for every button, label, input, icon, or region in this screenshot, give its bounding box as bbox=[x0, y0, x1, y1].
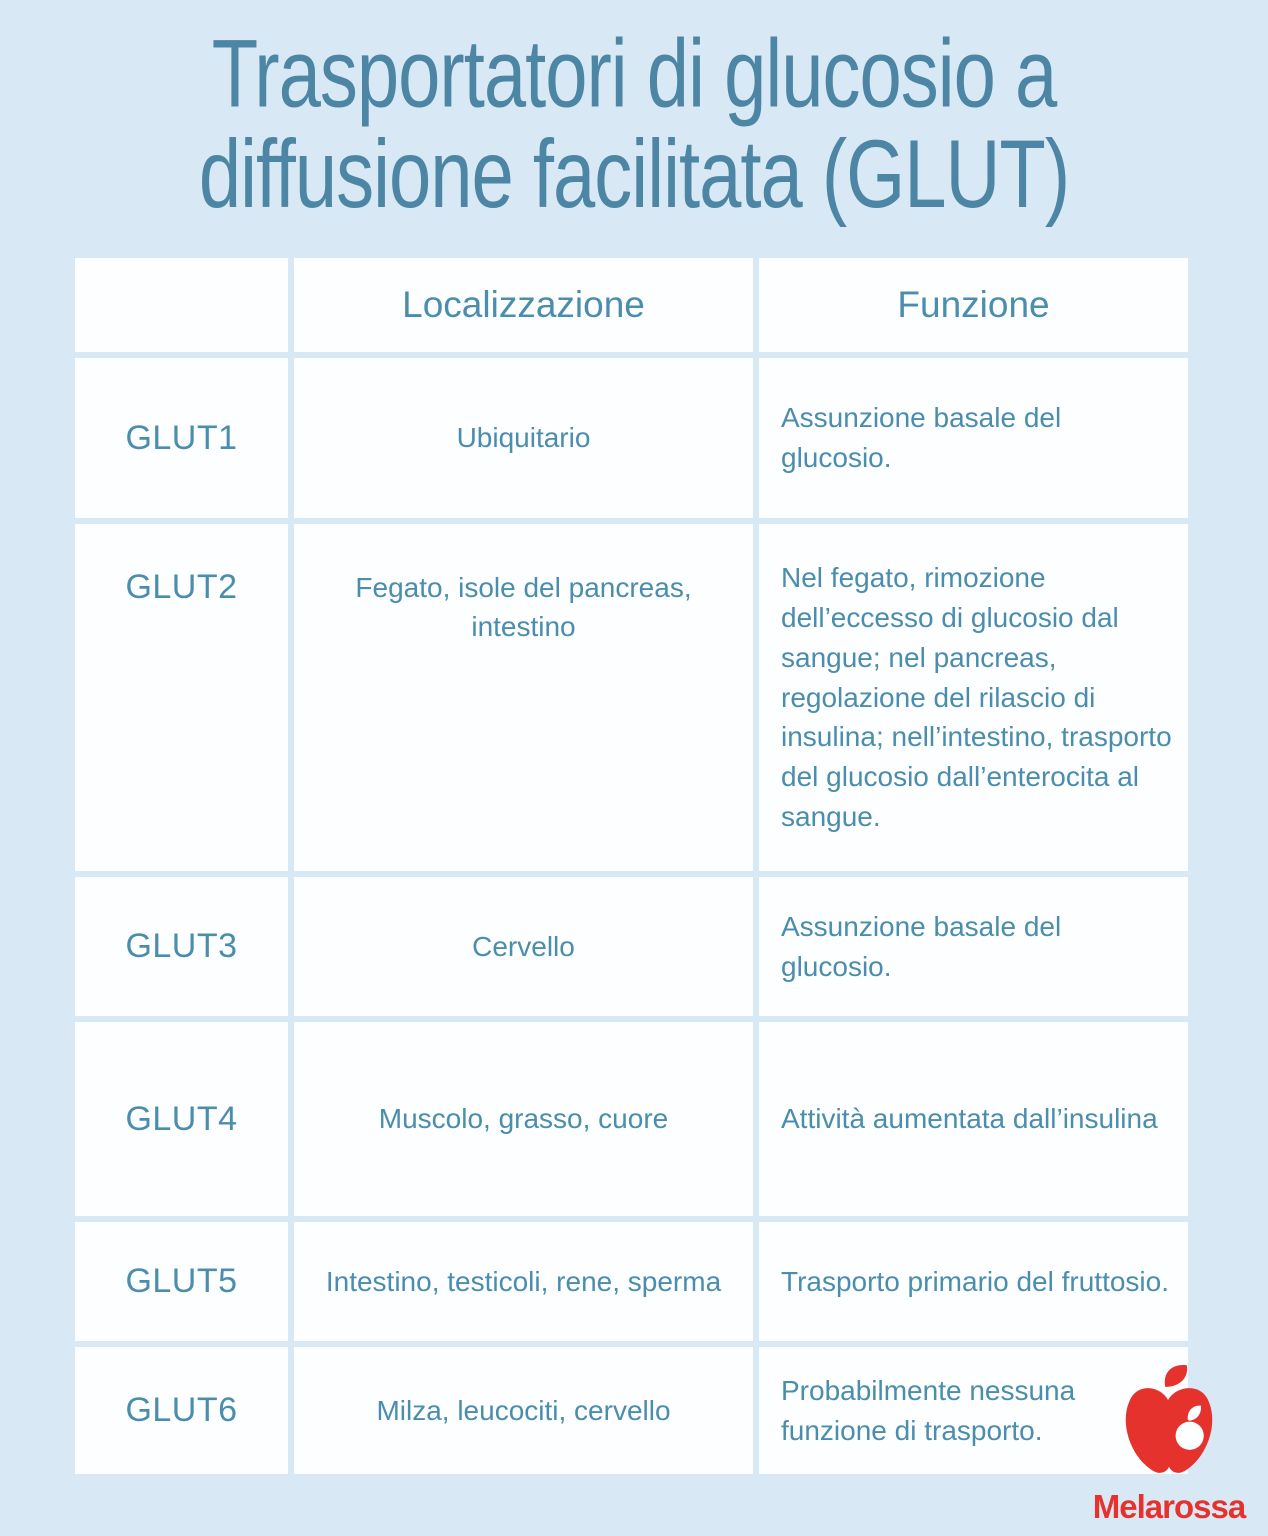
row-glut3-localizzazione: Cervello bbox=[294, 877, 753, 1016]
row-glut5-name: GLUT5 bbox=[75, 1222, 288, 1341]
row-glut1-funzione: Assunzione basale del glucosio. bbox=[759, 358, 1188, 518]
page-title-line-1: Trasportatori di glucosio a bbox=[211, 20, 1057, 129]
row-glut1-name: GLUT1 bbox=[75, 358, 288, 518]
row-glut2-name: GLUT2 bbox=[75, 524, 288, 871]
header-cell-funzione: Funzione bbox=[759, 258, 1188, 352]
row-glut2-funzione: Nel fegato, rimozione dell’eccesso di glucosio dal sangue; nel pancreas, regolazione del rilascio di insulina; nell’intestino, trasporto del glucosio dall’enterocita al sangue. bbox=[759, 524, 1188, 871]
row-glut6-funzione: Probabilmente nessuna funzione di trasporto. bbox=[759, 1347, 1188, 1474]
apple-logo-icon bbox=[1122, 1364, 1216, 1484]
brand-block bbox=[1084, 1364, 1254, 1526]
row-glut5-funzione: Trasporto primario del fruttosio. bbox=[759, 1222, 1188, 1341]
row-glut4-name: GLUT4 bbox=[75, 1022, 288, 1216]
page-title-line-2: diffusione facilitata (GLUT) bbox=[198, 120, 1070, 229]
row-glut3-name: GLUT3 bbox=[75, 877, 288, 1016]
row-glut1-localizzazione: Ubiquitario bbox=[294, 358, 753, 518]
row-glut6-localizzazione: Milza, leucociti, cervello bbox=[294, 1347, 753, 1474]
row-glut3-funzione: Assunzione basale del glucosio. bbox=[759, 877, 1188, 1016]
row-glut4-localizzazione: Muscolo, grasso, cuore bbox=[294, 1022, 753, 1216]
row-glut6-name: GLUT6 bbox=[75, 1347, 288, 1474]
brand-wordmark: Melarossa bbox=[1092, 1488, 1246, 1525]
row-glut5-localizzazione: Intestino, testicoli, rene, sperma bbox=[294, 1222, 753, 1341]
row-glut2-localizzazione: Fegato, isole del pancreas, intestino bbox=[294, 524, 753, 871]
header-cell-empty bbox=[75, 258, 288, 352]
page-title bbox=[0, 20, 1268, 229]
header-cell-localizzazione: Localizzazione bbox=[294, 258, 753, 352]
glut-table bbox=[75, 258, 1188, 1474]
row-glut4-funzione: Attività aumentata dall’insulina bbox=[759, 1022, 1188, 1216]
